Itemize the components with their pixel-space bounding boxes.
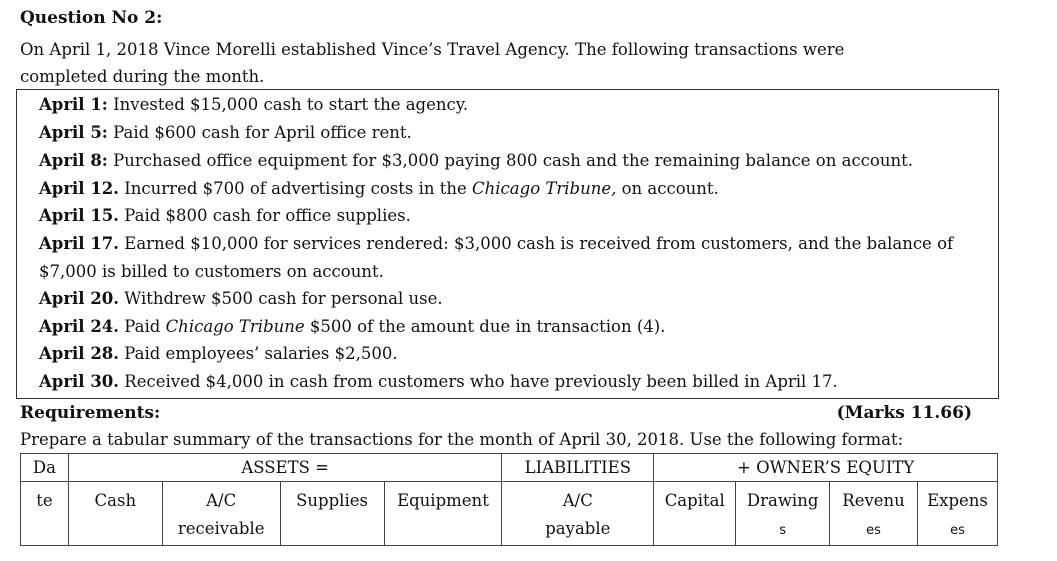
- transaction-line: April 12. Incurred $700 of advertising costs in the Chicago Tribune, on account.: [39, 179, 719, 198]
- supplies-column-header: Supplies: [280, 482, 384, 546]
- transaction-line: April 5: Paid $600 cash for April office rent.: [39, 123, 412, 142]
- equipment-column-header: Equipment: [384, 482, 502, 546]
- accounts-payable-column-header: A/C payable: [502, 482, 654, 546]
- transaction-line: $7,000 is billed to customers on account.: [39, 262, 384, 281]
- capital-column-header: Capital: [654, 482, 736, 546]
- question-intro: [20, 36, 985, 90]
- expenses-column-header: Expens es: [918, 482, 998, 546]
- cash-column-header: Cash: [68, 482, 162, 546]
- accounts-receivable-column-header: A/C receivable: [162, 482, 280, 546]
- revenues-column-header: Revenu es: [830, 482, 918, 546]
- requirements-label: Requirements:: [20, 403, 161, 423]
- transaction-line: April 20. Withdrew $500 cash for personal use.: [39, 289, 443, 308]
- owners-equity-header: + OWNER’S EQUITY: [654, 454, 998, 482]
- date-header-part-1: Da: [21, 454, 69, 482]
- transaction-line: April 17. Earned $10,000 for services rendered: $3,000 cash is received from customers, and the balance of: [39, 234, 954, 253]
- format-header-row-2: [21, 482, 998, 546]
- question-title: Question No 2:: [20, 8, 163, 28]
- drawings-column-header: Drawing s: [736, 482, 830, 546]
- transactions-box: [16, 89, 999, 399]
- intro-line-1: On April 1, 2018 Vince Morelli established Vince’s Travel Agency. The following transactions were: [20, 40, 845, 59]
- intro-line-2: completed during the month.: [20, 67, 265, 86]
- marks-label: (Marks 11.66): [836, 403, 972, 423]
- transaction-line: April 8: Purchased office equipment for $3,000 paying 800 cash and the remaining balance on account.: [39, 151, 913, 170]
- date-header-part-2: te: [21, 482, 69, 546]
- format-table: [20, 453, 998, 546]
- format-header-row-1: [21, 454, 998, 482]
- transaction-line: April 24. Paid Chicago Tribune $500 of the amount due in transaction (4).: [39, 317, 666, 336]
- transaction-line: April 1: Invested $15,000 cash to start the agency.: [39, 95, 469, 114]
- assets-header: ASSETS =: [68, 454, 502, 482]
- transaction-line: April 28. Paid employees’ salaries $2,500.: [39, 344, 398, 363]
- liabilities-header: LIABILITIES: [502, 454, 654, 482]
- transaction-line: April 15. Paid $800 cash for office supplies.: [39, 206, 411, 225]
- requirements-instruction: Prepare a tabular summary of the transactions for the month of April 30, 2018. Use the following format:: [20, 430, 904, 449]
- transaction-line: April 30. Received $4,000 in cash from customers who have previously been billed in April 17.: [39, 372, 838, 391]
